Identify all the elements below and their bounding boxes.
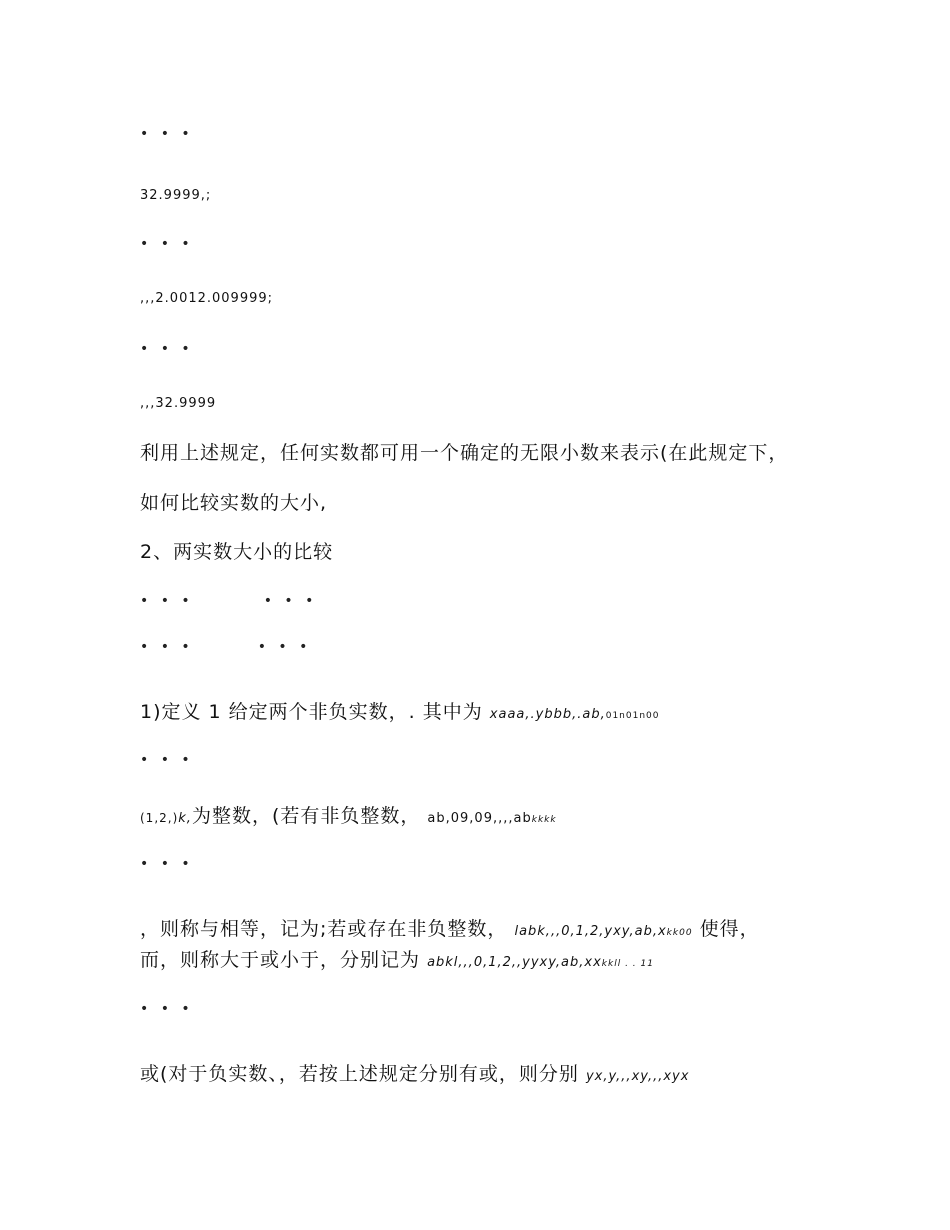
ellipsis-dots: • • • [140, 856, 194, 872]
paragraph-text: 使得， [699, 918, 760, 940]
ellipsis-dots: • • • [140, 639, 194, 655]
ellipsis-dots: • • • [140, 752, 194, 768]
math-variable: k, [178, 811, 192, 826]
greater-line [140, 945, 654, 972]
paragraph-text: ，则称与相等，记为;若或存在非负整数， [140, 918, 508, 940]
ellipsis-dots: • • • [140, 236, 194, 252]
negative-line [140, 1059, 689, 1086]
math-expression: xaaa,.ybbb,.ab, [489, 707, 606, 722]
equality-line [140, 914, 760, 941]
math-subscript: kk00 [666, 928, 693, 938]
math-expression: ab,09,09,,,,ab [427, 811, 532, 826]
ellipsis-dots: • • • [257, 639, 312, 655]
number-line: ,,,32.9999 [140, 396, 217, 411]
ellipsis-dots-row [140, 639, 311, 655]
definition-line [140, 697, 659, 724]
math-prefix: (1,2,) [140, 811, 179, 825]
definition-text: 1)定义 1 给定两个非负实数，. 其中为 [140, 701, 483, 723]
math-subscript: 01n01n00 [605, 711, 660, 721]
ellipsis-dots: • • • [140, 341, 194, 357]
number-line: ,,,2.0012.009999; [140, 291, 274, 306]
ellipsis-dots: • • • [140, 1001, 194, 1017]
ellipsis-dots: • • • [140, 126, 194, 142]
math-subscript: kkkk [531, 815, 557, 825]
paragraph: 利用上述规定，任何实数都可用一个确定的无限小数来表示(在此规定下， [140, 442, 789, 464]
section-heading: 2、两实数大小的比较 [140, 541, 334, 563]
paragraph-text: 或(对于负实数、，若按上述规定分别有或，则分别 [140, 1063, 579, 1085]
math-expression: labk,,,0,1,2,yxy,ab,x [514, 924, 667, 939]
integer-line [140, 801, 557, 828]
math-expression: yx,y,,,xy,,,xyx [585, 1069, 690, 1084]
paragraph-text: 而，则称大于或小于，分别记为 [140, 949, 421, 971]
paragraph: 如何比较实数的大小, [140, 492, 328, 514]
math-expression: abkl,,,0,1,2,,yyxy,ab,xx [427, 955, 602, 970]
number-line: 32.9999,; [140, 188, 212, 203]
ellipsis-dots: • • • [140, 593, 194, 609]
paragraph-text: 为整数，(若有非负整数， [191, 805, 421, 827]
math-subscript: kkll . . 11 [601, 959, 654, 969]
ellipsis-dots-row [140, 593, 317, 609]
ellipsis-dots: • • • [263, 593, 318, 609]
